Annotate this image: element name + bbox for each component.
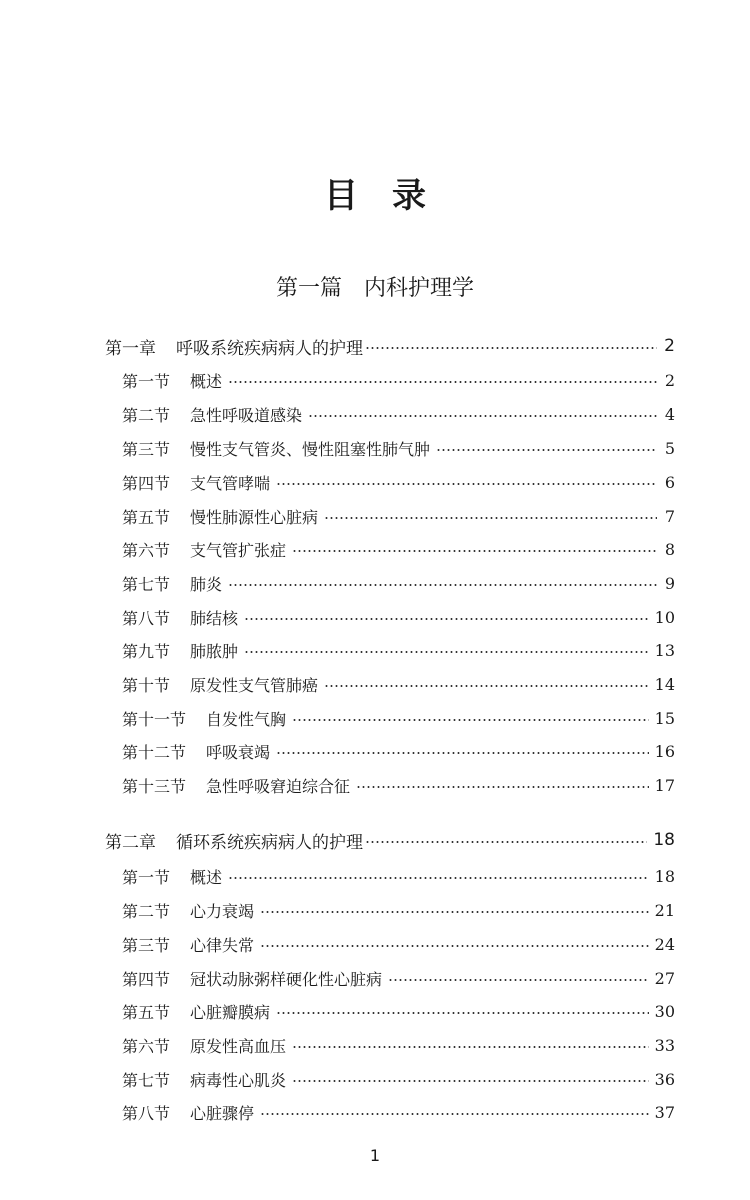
dot-leader bbox=[292, 1080, 649, 1082]
section-number: 第二节 bbox=[122, 901, 171, 921]
chapter-entry[interactable] bbox=[105, 332, 675, 360]
dot-leader bbox=[260, 1113, 649, 1115]
page-ref: 4 bbox=[664, 404, 675, 424]
section-title: 概述 bbox=[190, 371, 223, 391]
page-ref: 16 bbox=[654, 741, 675, 761]
page-ref: 14 bbox=[654, 674, 675, 694]
dot-leader bbox=[292, 550, 657, 552]
page-ref: 33 bbox=[654, 1035, 675, 1055]
page-ref: 17 bbox=[654, 775, 675, 795]
dot-leader bbox=[244, 618, 649, 620]
page-ref: 7 bbox=[664, 506, 675, 526]
section-number: 第五节 bbox=[122, 1002, 171, 1022]
section-entry[interactable] bbox=[122, 535, 675, 563]
section-title: 急性呼吸窘迫综合征 bbox=[206, 776, 351, 796]
page-ref: 27 bbox=[654, 968, 675, 988]
section-entry[interactable] bbox=[122, 603, 675, 631]
page-ref: 2 bbox=[664, 370, 675, 390]
section-number: 第三节 bbox=[122, 439, 171, 459]
section-title: 呼吸衰竭 bbox=[206, 742, 271, 762]
section-entry[interactable] bbox=[122, 997, 675, 1025]
section-number: 第三节 bbox=[122, 935, 171, 955]
page-number: 1 bbox=[369, 1146, 381, 1165]
dot-leader bbox=[260, 911, 649, 913]
section-title: 概述 bbox=[190, 867, 223, 887]
page-ref: 5 bbox=[664, 438, 675, 458]
section-entry[interactable] bbox=[122, 366, 675, 394]
section-title: 心脏骤停 bbox=[190, 1103, 255, 1123]
section-number: 第八节 bbox=[122, 608, 171, 628]
part-title: 第一篇 内科护理学 bbox=[275, 276, 474, 301]
dot-leader bbox=[228, 877, 649, 879]
page-ref: 18 bbox=[653, 830, 675, 850]
dot-leader bbox=[244, 651, 649, 653]
page-ref: 21 bbox=[654, 900, 675, 920]
section-number: 第九节 bbox=[122, 641, 171, 661]
section-title: 原发性支气管肺癌 bbox=[190, 675, 319, 695]
page-ref: 15 bbox=[654, 708, 675, 728]
page-ref: 2 bbox=[664, 336, 675, 356]
section-number: 第四节 bbox=[122, 473, 171, 493]
section-entry[interactable] bbox=[122, 569, 675, 597]
section-title: 心律失常 bbox=[190, 935, 255, 955]
section-title: 冠状动脉粥样硬化性心脏病 bbox=[190, 969, 383, 989]
section-title: 原发性高血压 bbox=[190, 1036, 287, 1056]
section-entry[interactable] bbox=[122, 964, 675, 992]
section-number: 第七节 bbox=[122, 1070, 171, 1090]
section-number: 第五节 bbox=[122, 507, 171, 527]
section-title: 支气管扩张症 bbox=[190, 540, 287, 560]
section-number: 第十节 bbox=[122, 675, 171, 695]
section-title: 心力衰竭 bbox=[190, 901, 255, 921]
dot-leader bbox=[436, 449, 657, 451]
section-entry[interactable] bbox=[122, 930, 675, 958]
dot-leader bbox=[292, 719, 649, 721]
section-number: 第一节 bbox=[122, 867, 171, 887]
section-number: 第八节 bbox=[122, 1103, 171, 1123]
section-title: 急性呼吸道感染 bbox=[190, 405, 303, 425]
section-number: 第四节 bbox=[122, 969, 171, 989]
section-title: 自发性气胸 bbox=[206, 709, 287, 729]
dot-leader bbox=[276, 483, 657, 485]
dot-leader bbox=[308, 415, 657, 417]
section-number: 第七节 bbox=[122, 574, 171, 594]
section-number: 第十二节 bbox=[122, 742, 187, 762]
dot-leader bbox=[365, 347, 657, 349]
section-entry[interactable] bbox=[122, 502, 675, 530]
section-entry[interactable] bbox=[122, 468, 675, 496]
chapter-entry[interactable] bbox=[105, 826, 675, 854]
page-ref: 10 bbox=[654, 607, 675, 627]
page-ref: 9 bbox=[664, 573, 675, 593]
section-number: 第二节 bbox=[122, 405, 171, 425]
page-ref: 37 bbox=[654, 1102, 675, 1122]
dot-leader bbox=[292, 1046, 649, 1048]
page-ref: 36 bbox=[654, 1069, 675, 1089]
page-ref: 30 bbox=[654, 1001, 675, 1021]
section-entry[interactable] bbox=[122, 670, 675, 698]
section-entry[interactable] bbox=[122, 400, 675, 428]
page-ref: 8 bbox=[664, 539, 675, 559]
section-title: 支气管哮喘 bbox=[190, 473, 271, 493]
page-ref: 18 bbox=[654, 866, 675, 886]
dot-leader bbox=[324, 517, 657, 519]
section-entry[interactable] bbox=[122, 896, 675, 924]
section-entry[interactable] bbox=[122, 636, 675, 664]
section-title: 病毒性心肌炎 bbox=[190, 1070, 287, 1090]
section-number: 第一节 bbox=[122, 371, 171, 391]
section-title: 心脏瓣膜病 bbox=[190, 1002, 271, 1022]
section-number: 第六节 bbox=[122, 1036, 171, 1056]
dot-leader bbox=[324, 685, 649, 687]
section-title: 肺结核 bbox=[190, 608, 239, 628]
page-ref: 24 bbox=[654, 934, 675, 954]
section-entry[interactable] bbox=[122, 704, 675, 732]
chapter-title: 循环系统疾病病人的护理 bbox=[176, 832, 363, 853]
dot-leader bbox=[356, 786, 649, 788]
dot-leader bbox=[228, 584, 657, 586]
section-title: 肺脓肿 bbox=[190, 641, 239, 661]
chapter-number: 第二章 bbox=[105, 832, 156, 853]
section-title: 慢性肺源性心脏病 bbox=[190, 507, 319, 527]
section-entry[interactable] bbox=[122, 1065, 675, 1093]
chapter-number: 第一章 bbox=[105, 338, 156, 359]
dot-leader bbox=[276, 1012, 649, 1014]
section-number: 第六节 bbox=[122, 540, 171, 560]
section-title: 肺炎 bbox=[190, 574, 223, 594]
page-ref: 6 bbox=[664, 472, 675, 492]
dot-leader bbox=[388, 979, 649, 981]
section-entry[interactable] bbox=[122, 737, 675, 765]
section-number: 第十一节 bbox=[122, 709, 187, 729]
page-title: 目 录 bbox=[324, 176, 426, 216]
dot-leader bbox=[228, 381, 657, 383]
section-entry[interactable] bbox=[122, 1098, 675, 1126]
section-entry[interactable] bbox=[122, 434, 675, 462]
section-entry[interactable] bbox=[122, 862, 675, 890]
section-number: 第十三节 bbox=[122, 776, 187, 796]
dot-leader bbox=[365, 841, 647, 843]
chapter-title: 呼吸系统疾病病人的护理 bbox=[176, 338, 363, 359]
dot-leader bbox=[276, 752, 649, 754]
section-entry[interactable] bbox=[122, 1031, 675, 1059]
section-title: 慢性支气管炎、慢性阻塞性肺气肿 bbox=[190, 439, 431, 459]
dot-leader bbox=[260, 945, 649, 947]
page-ref: 13 bbox=[654, 640, 675, 660]
section-entry[interactable] bbox=[122, 771, 675, 799]
